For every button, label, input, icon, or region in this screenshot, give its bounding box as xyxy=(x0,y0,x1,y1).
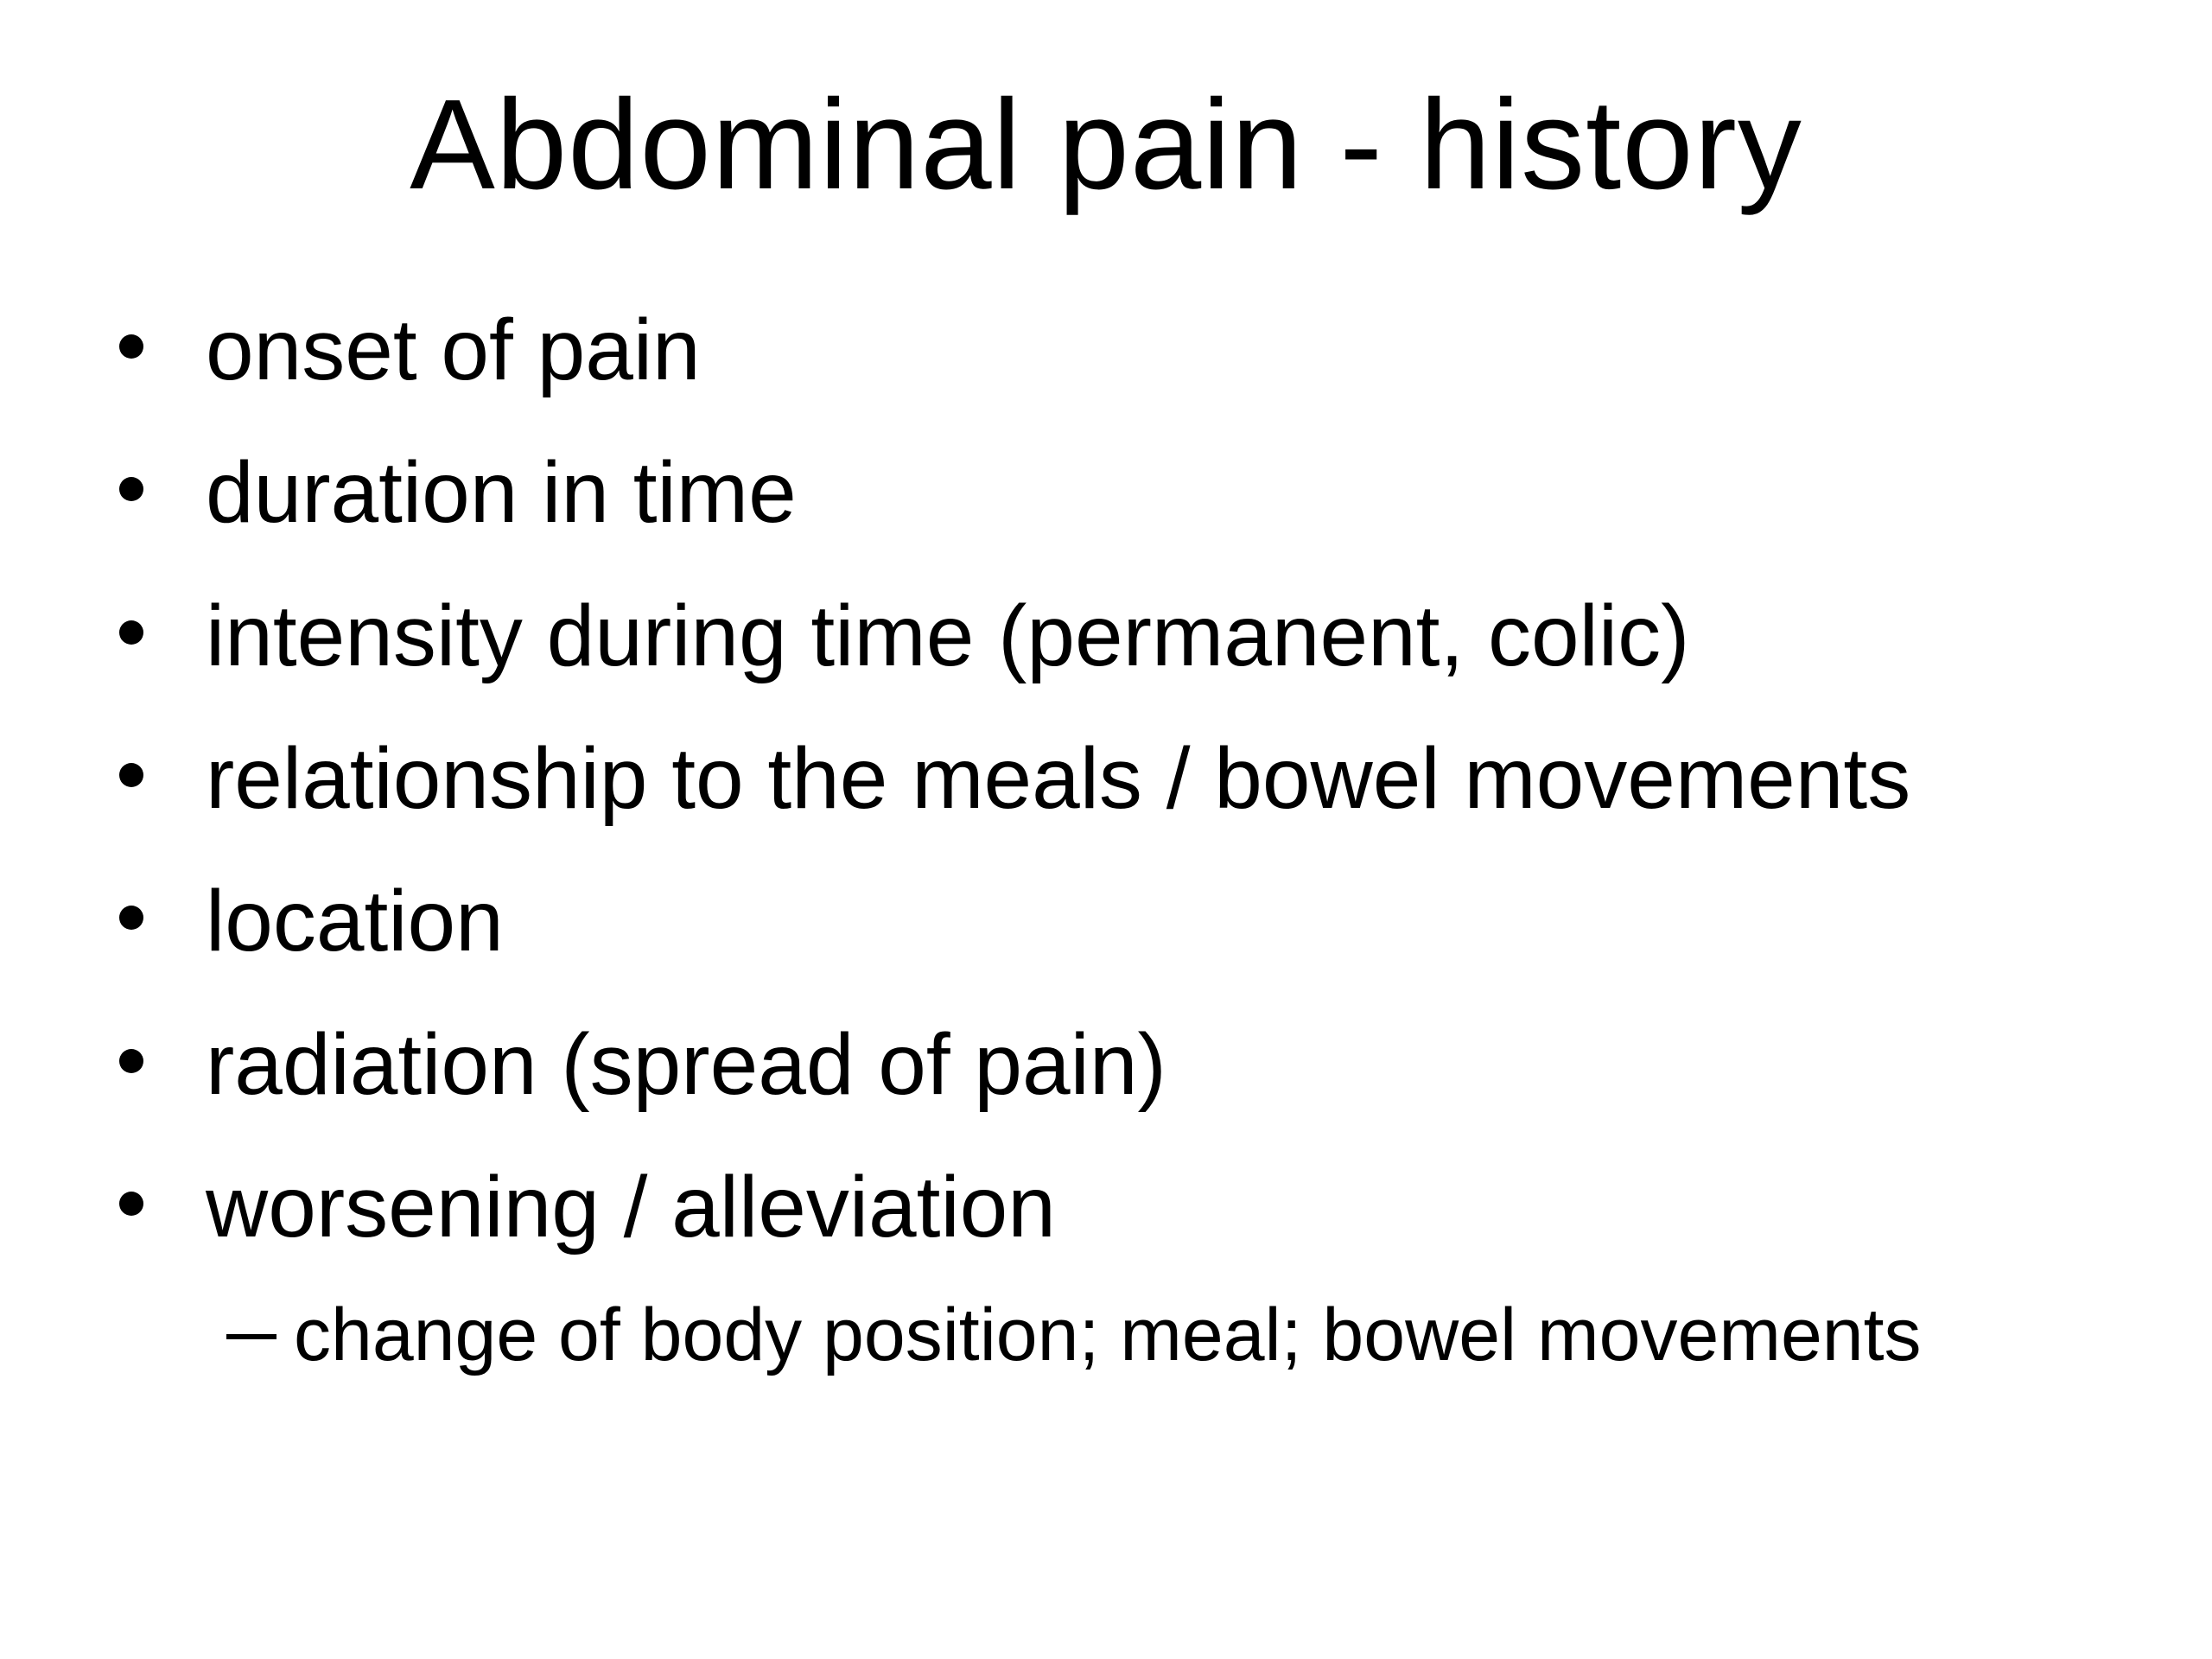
bullet-icon xyxy=(119,906,143,930)
bullet-text: duration in time xyxy=(206,444,797,541)
bullet-icon xyxy=(119,1049,143,1073)
dash-icon xyxy=(226,1334,276,1339)
bullet-text: radiation (spread of pain) xyxy=(206,1016,1166,1113)
slide-title: Abdominal pain - history xyxy=(410,73,1802,216)
bullet-icon xyxy=(119,334,143,359)
bullet-icon xyxy=(119,620,143,645)
bullet-icon xyxy=(119,1192,143,1216)
sub-bullet-text: change of body position; meal; bowel movements xyxy=(294,1294,1922,1376)
bullet-text: onset of pain xyxy=(206,302,701,398)
bullet-text: relationship to the meals / bowel movements xyxy=(206,730,1911,827)
sub-list-item xyxy=(226,1287,1922,1382)
bullet-icon xyxy=(119,477,143,501)
bullet-icon xyxy=(119,763,143,787)
bullet-text: intensity during time (permanent, colic) xyxy=(206,588,1690,684)
bullet-text: worsening / alleviation xyxy=(206,1159,1056,1255)
bullet-text: location xyxy=(206,873,504,969)
